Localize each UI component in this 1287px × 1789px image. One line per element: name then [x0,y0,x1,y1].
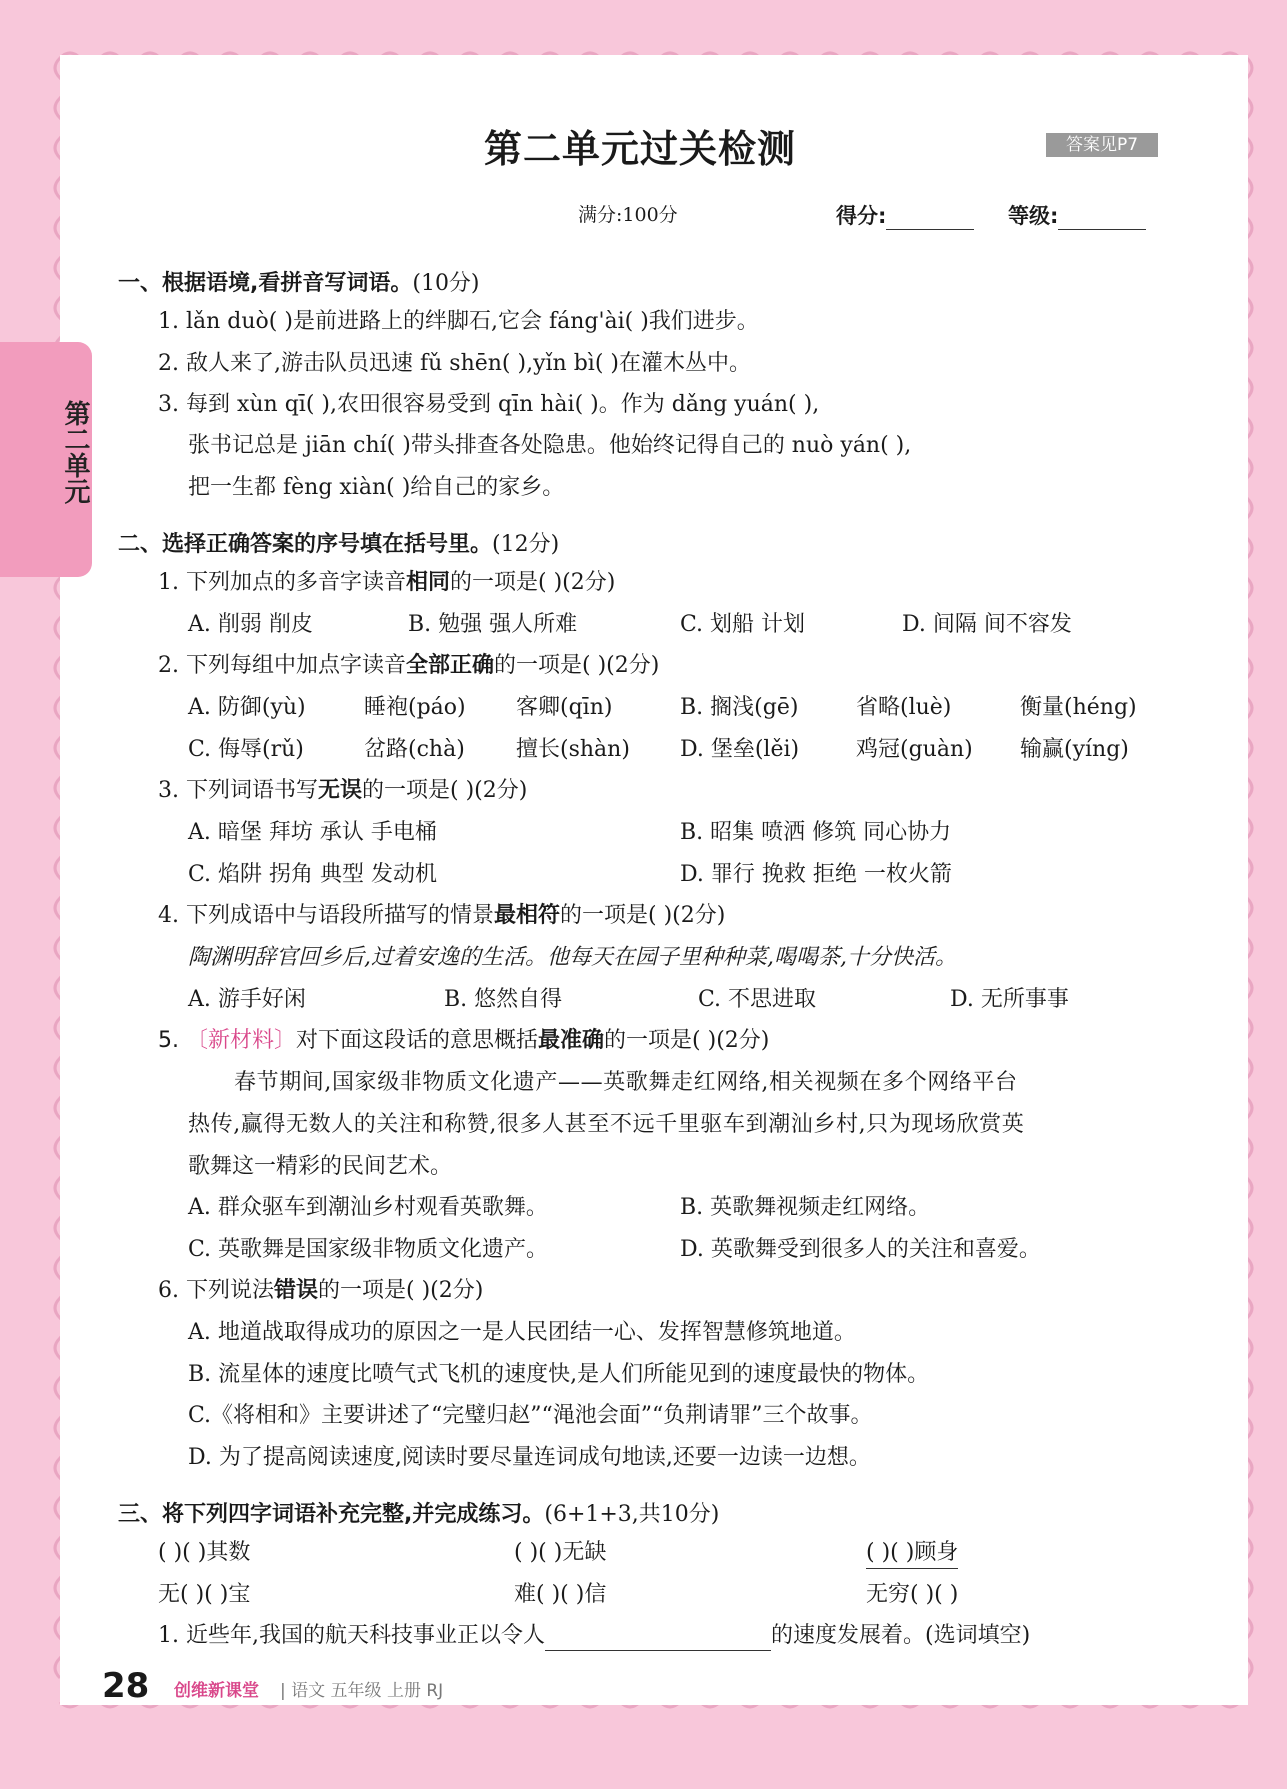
s2-q2-opt-b3: 衡量(héng) [1020,695,1137,720]
s2-q3-post: 的一项是( )(2分) [362,778,528,803]
section-3-points: (6+1+3,共10分) [544,1502,720,1527]
s2-q2-opt-b[interactable]: B. 搁浅(gē) [680,695,799,720]
section-1-points: (10分) [412,271,480,296]
book-info-text: 语文 五年级 上册 RJ [291,1681,444,1701]
s2-q2-opt-c[interactable]: C. 侮辱(rǔ) [188,737,304,762]
s2-q2-opt-d3: 输赢(yíng) [1020,737,1129,762]
s2-q4-key: 最相符 [494,903,561,928]
s2-q4-opt-c[interactable]: C. 不思进取 [698,987,817,1012]
s2-q2-post: 的一项是( )(2分) [494,653,660,678]
s2-q4-opt-d[interactable]: D. 无所事事 [950,987,1069,1012]
section-2-points: (12分) [492,532,560,557]
s2-q2-key: 全部正确 [405,653,494,678]
section-1-title: 一、根据语境,看拼音写词语。 [118,271,413,296]
s2-q3-opt-d[interactable]: D. 罪行 挽救 拒绝 一枚火箭 [680,862,952,887]
idiom-1[interactable]: ( )( )其数 [158,1540,251,1565]
answer-reference-badge: 答案见P7 [1046,133,1158,157]
s1-line-4: 张书记总是 jiān chí( )带头排查各处隐患。他始终记得自己的 nuò yán( ), [188,433,912,458]
section-3-heading [118,1497,719,1528]
s2-q6-opt-d[interactable]: D. 为了提高阅读速度,阅读时要尽量连词成句地读,还要一边读一边想。 [188,1445,871,1470]
s2-q3 [158,776,527,806]
grade-field[interactable] [1008,200,1146,230]
idiom-5[interactable]: 难( )( )信 [514,1582,607,1607]
s2-q2-opt-b2: 省略(luè) [856,695,952,720]
s2-q5-key: 最准确 [538,1028,605,1053]
s3-q1-pre: 1. 近些年,我国的航天科技事业正以令人 [158,1623,545,1648]
s2-q4-opt-a[interactable]: A. 游手好闲 [188,987,306,1012]
idiom-3[interactable]: ( )( )顾身 [866,1538,958,1569]
section-1-heading [118,266,480,297]
s2-q6-opt-a[interactable]: A. 地道战取得成功的原因之一是人民团结一心、发挥智慧修筑地道。 [188,1320,856,1345]
s2-q1-opt-b[interactable]: B. 勉强 强人所难 [408,612,578,637]
s2-q5-opt-c[interactable]: C. 英歌舞是国家级非物质文化遗产。 [188,1237,549,1262]
s2-q3-opt-b[interactable]: B. 昭集 喷洒 修筑 同心协力 [680,820,952,845]
s3-q1 [158,1621,1030,1651]
idiom-4[interactable]: 无( )( )宝 [158,1582,251,1607]
grade-blank[interactable] [1058,209,1146,230]
s2-q1 [158,568,615,598]
s2-q6-post: 的一项是( )(2分) [318,1278,484,1303]
score-field[interactable] [836,200,974,230]
section-2-title: 二、选择正确答案的序号填在括号里。 [118,532,493,557]
s2-q3-key: 无误 [317,778,362,803]
s2-q6 [158,1276,483,1306]
s2-q5-passage-3: 歌舞这一精彩的民间艺术。 [188,1154,453,1179]
s2-q5-opt-b[interactable]: B. 英歌舞视频走红网络。 [680,1195,931,1220]
s2-q6-pre: 6. 下列说法 [158,1278,274,1303]
s1-line-1: 1. lǎn duò( )是前进路上的绊脚石,它会 fáng'ài( )我们进步。 [158,309,759,334]
s2-q1-opt-c[interactable]: C. 划船 计划 [680,612,806,637]
s3-q1-post: 的速度发展着。(选词填空) [770,1623,1031,1648]
s2-q5-passage-1: 春节期间,国家级非物质文化遗产——英歌舞走红网络,相关视频在多个网络平台 [234,1070,1018,1095]
s2-q3-opt-c[interactable]: C. 焰阱 拐角 典型 发动机 [188,862,438,887]
s1-line-5: 把一生都 fèng xiàn( )给自己的家乡。 [188,475,565,500]
section-2-heading [118,527,559,558]
s2-q1-post: 的一项是( )(2分) [450,570,616,595]
s2-q4-pre: 4. 下列成语中与语段所描写的情景 [158,903,494,928]
s2-q5-post: 的一项是( )(2分) [604,1028,770,1053]
s2-q3-pre: 3. 下列词语书写 [158,778,318,803]
s2-q2-opt-d2: 鸡冠(guàn) [856,737,973,762]
s2-q1-opt-d[interactable]: D. 间隔 间不容发 [902,612,1072,637]
s2-q2-opt-a2: 睡袍(páo) [364,695,466,720]
s2-q6-key: 错误 [273,1278,318,1303]
s3-q1-blank[interactable] [545,1626,771,1651]
unit-side-tab-label: 第二单元 [60,400,90,504]
s2-q1-pre: 1. 下列加点的多音字读音 [158,570,406,595]
s2-q2 [158,651,659,681]
s2-q5-pre: 对下面这段话的意思概括 [296,1028,539,1053]
s2-q2-opt-c2: 岔路(chà) [364,737,465,762]
full-score: 满分:100分 [578,204,678,226]
score-label: 得分: [836,204,887,228]
s2-q2-pre: 2. 下列每组中加点字读音 [158,653,406,678]
s2-q4-opt-b[interactable]: B. 悠然自得 [444,987,563,1012]
page-number: 28 [102,1666,150,1706]
s2-q1-opt-a[interactable]: A. 削弱 削皮 [188,612,313,637]
s1-line-2: 2. 敌人来了,游击队员迅速 fǔ shēn( ),yǐn bì( )在灌木丛中。 [158,351,751,376]
new-material-tag: 〔新材料〕 [185,1028,296,1053]
s2-q4 [158,901,725,931]
s2-q6-opt-c[interactable]: C.《将相和》主要讲述了“完璧归赵”“渑池会面”“负荆请罪”三个故事。 [188,1403,873,1428]
brand-name: 创维新课堂 [174,1681,259,1701]
s2-q5: 5. 〔新材料〕对下面这段话的意思概括最准确的一项是( )(2分) [158,1028,770,1053]
book-info: | 语文 五年级 上册 RJ [280,1681,444,1701]
s2-q5-passage-2: 热传,赢得无数人的关注和称赞,很多人甚至不远千里驱车到潮汕乡村,只为现场欣赏英 [188,1112,1025,1137]
page-title: 第二单元过关检测 [483,127,796,171]
idiom-2[interactable]: ( )( )无缺 [514,1540,607,1565]
s2-q2-opt-d[interactable]: D. 堡垒(lěi) [680,737,800,762]
s2-q2-opt-a3: 客卿(qīn) [516,695,613,720]
score-blank[interactable] [886,209,974,230]
s2-q4-post: 的一项是( )(2分) [560,903,726,928]
s2-q2-opt-a[interactable]: A. 防御(yù) [188,695,306,720]
s2-q5-opt-a[interactable]: A. 群众驱车到潮汕乡村观看英歌舞。 [188,1195,548,1220]
grade-label: 等级: [1008,204,1059,228]
s2-q2-opt-c3: 擅长(shàn) [516,737,630,762]
section-3-title: 三、将下列四字词语补充完整,并完成练习。 [118,1502,545,1527]
s2-q1-key: 相同 [405,570,450,595]
s2-q5-opt-d[interactable]: D. 英歌舞受到很多人的关注和喜爱。 [680,1237,1041,1262]
s2-q3-opt-a[interactable]: A. 暗堡 拜坊 承认 手电桶 [188,820,437,845]
s1-line-3: 3. 每到 xùn qī( ),农田很容易受到 qīn hài( )。作为 dǎng yuán( ), [158,392,820,417]
idiom-6[interactable]: 无穷( )( ) [866,1582,959,1607]
s2-q6-opt-b[interactable]: B. 流星体的速度比喷气式飞机的速度快,是人们所能见到的速度最快的物体。 [188,1362,930,1387]
s2-q4-passage: 陶渊明辞官回乡后,过着安逸的生活。他每天在园子里种种菜,喝喝茶,十分快活。 [188,945,957,970]
